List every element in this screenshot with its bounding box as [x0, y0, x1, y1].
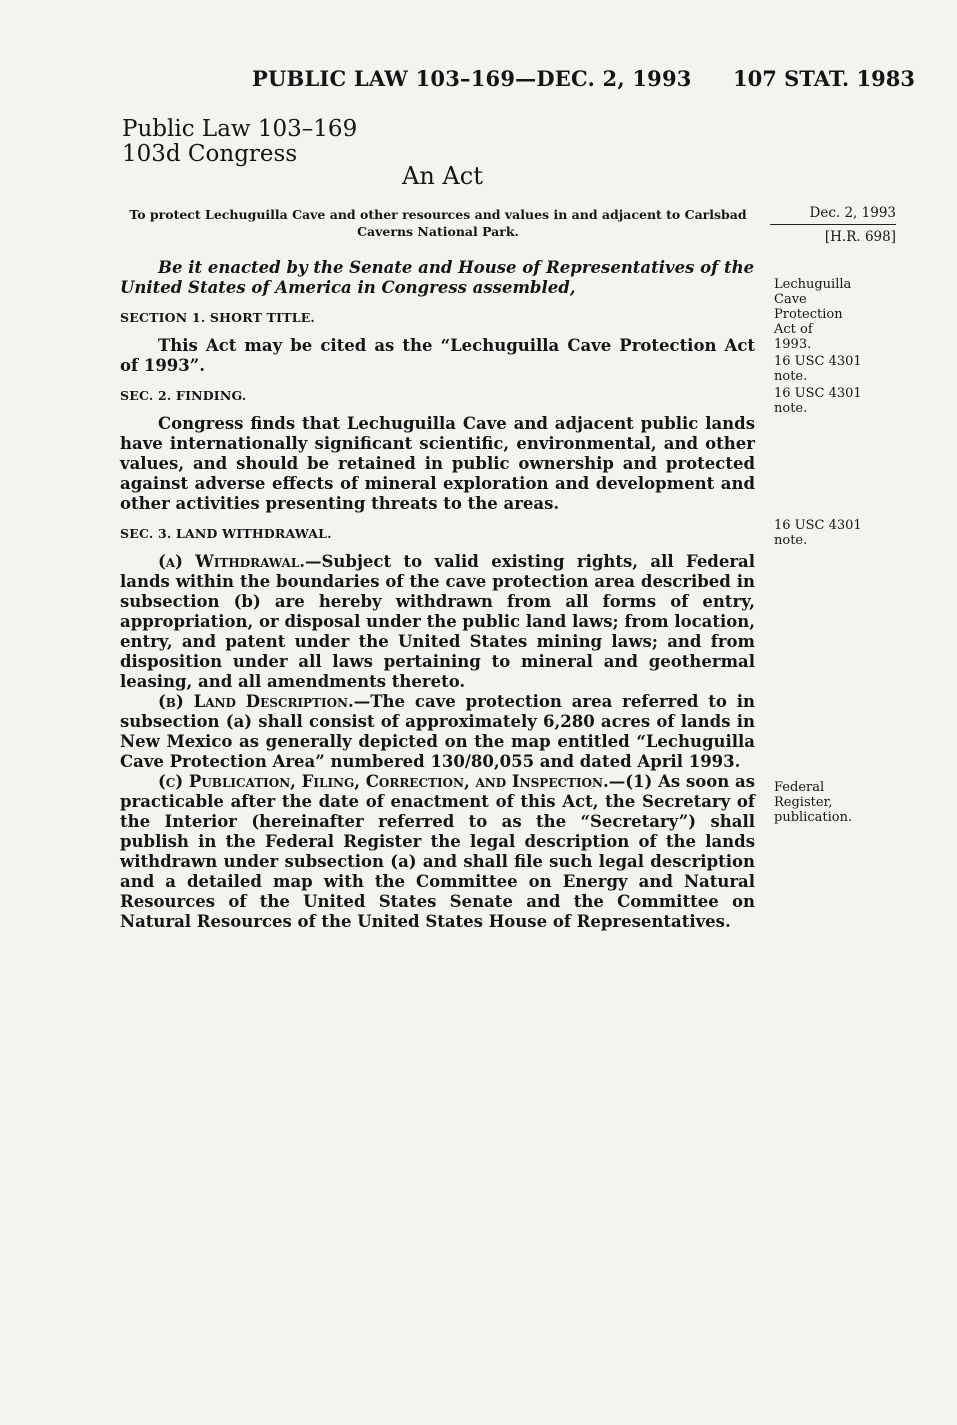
- section-3c-paragraph: [120, 772, 755, 932]
- section-2-text: Congress finds that Lechuguilla Cave and adjacent public lands have internationally significant scientific, environmental, and other values, and should be retained in public ownership and protected against adverse effects of mineral exploration and development and other activities presenting threats to the areas.: [120, 414, 755, 513]
- section-3-heading: SEC. 3. LAND WITHDRAWAL.: [120, 526, 332, 541]
- section-3b-label: (b) Land Description.: [158, 692, 354, 711]
- margin-note-federal-register: [774, 780, 894, 825]
- law-body: [120, 258, 755, 932]
- margin-note-line: note.: [774, 401, 808, 416]
- margin-note-line: Cave: [774, 292, 807, 307]
- margin-note-line: 1993.: [774, 337, 812, 352]
- margin-note-line: 16 USC 4301: [774, 518, 862, 533]
- margin-note-usc-3: [774, 518, 894, 548]
- margin-note-short-title: [774, 277, 894, 352]
- statute-page-number: 107 STAT. 1983: [733, 66, 915, 91]
- act-title: An Act: [402, 162, 483, 190]
- margin-note-line: Protection: [774, 307, 843, 322]
- enactment-date: Dec. 2, 1993: [770, 205, 896, 225]
- margin-note-line: Act of: [774, 322, 813, 337]
- margin-note-line: Lechuguilla: [774, 277, 852, 292]
- section-3a-label: (a) Withdrawal.: [158, 552, 306, 571]
- section-1-text: This Act may be cited as the “Lechuguilla Cave Protection Act of 1993”.: [120, 336, 755, 375]
- margin-note-line: publication.: [774, 810, 853, 825]
- margin-note-line: 16 USC 4301: [774, 386, 862, 401]
- section-3b-text: —The cave protection area referred to in subsection (a) shall consist of approximately 6,280 acres of lands in New Mexico as generally depicted on the map entitled “Lechuguilla Cave Protection Area” numbered 130/80,055 and dated April 1993.: [120, 692, 755, 771]
- section-3a-paragraph: [120, 552, 755, 692]
- act-purpose: To protect Lechuguilla Cave and other resources and values in and adjacent to Carlsbad Caverns National Park.: [129, 207, 747, 239]
- section-3c-text: —(1) As soon as practicable after the date of enactment of this Act, the Secretary of the Interior (hereinafter referred to as the “Secretary”) shall publish in the Federal Register the legal description of the lands withdrawn under subsection (a) and shall file such legal description and a detailed map with the Committee on Energy and Natural Resources of the United States Senate and the Committee on Natural Resources of the United States House of Representatives.: [120, 772, 755, 931]
- margin-note-line: note.: [774, 533, 808, 548]
- margin-note-usc-1: [774, 354, 894, 384]
- section-2-heading: SEC. 2. FINDING.: [120, 388, 247, 403]
- public-law-number: Public Law 103–169: [122, 116, 358, 142]
- enacting-clause: Be it enacted by the Senate and House of Representatives of the United States of America in Congress assembled,: [120, 258, 755, 297]
- congress-label: 103d Congress: [122, 141, 298, 167]
- margin-note-usc-2: [774, 386, 894, 416]
- margin-note-line: 16 USC 4301: [774, 354, 862, 369]
- margin-note-line: Federal: [774, 780, 825, 795]
- section-3c-label: (c) Publication, Filing, Correction, and Inspection.: [158, 772, 609, 791]
- section-1-heading: SECTION 1. SHORT TITLE.: [120, 310, 315, 325]
- margin-note-line: Register,: [774, 795, 833, 810]
- margin-note-line: note.: [774, 369, 808, 384]
- running-head: PUBLIC LAW 103–169—DEC. 2, 1993: [252, 66, 692, 91]
- section-3a-text: —Subject to valid existing rights, all Federal lands within the boundaries of the cave protection area described in subsection (b) are hereby withdrawn from all forms of entry, appropriation, or disposal under the public land laws; from location, entry, and patent under the United States mining laws; and from disposition under all laws pertaining to mineral and geothermal leasing, and all amendments thereto.: [120, 552, 756, 691]
- section-3b-paragraph: [120, 692, 755, 772]
- bill-number: [H.R. 698]: [824, 229, 896, 245]
- enactment-date-block: [770, 205, 896, 246]
